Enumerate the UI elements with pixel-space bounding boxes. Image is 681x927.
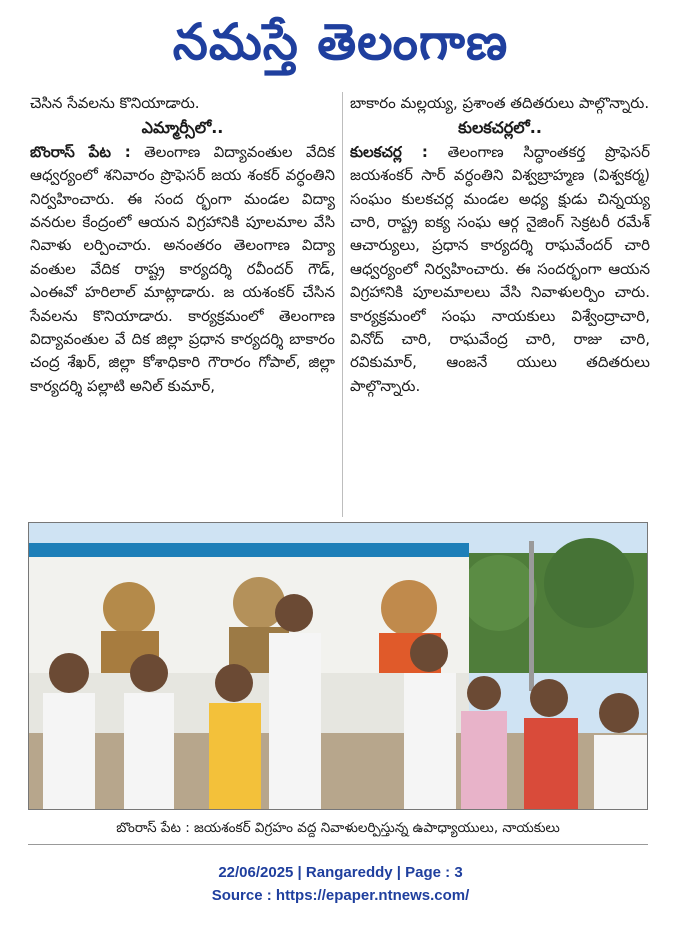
right-body-paragraph — [350, 141, 650, 398]
left-intro-text: చెసిన సేవలను కొనియాడారు. — [30, 94, 200, 112]
section-heading-mrc: ఎమ్మార్సీలో.. — [141, 118, 224, 138]
newspaper-masthead — [0, 4, 681, 80]
right-intro-text: బాకారం మల్లయ్య, ప్రశాంత తదితరులు పాల్గొన్నారు. — [350, 94, 650, 112]
left-body-paragraph — [30, 141, 335, 398]
news-photo — [28, 522, 648, 810]
section-heading-kulkacharla: కులకచర్లలో.. — [458, 118, 542, 138]
dateline-bomraspet: బొంరాస్ పేట : — [30, 142, 131, 161]
masthead-title: నమస్తే తెలంగాణ — [172, 12, 509, 71]
column-divider — [342, 92, 343, 517]
right-body-text: తెలంగాణ సిద్ధాంతకర్త ప్రొఫెసర్ జయశంకర్ సార్ వర్ధంతిని విశ్వబ్రాహ్మణ (విశ్వకర్మ) సంఘం కులకచర్ల మండల అధ్య క్షుడు చిన్నయ్య చారి, రాష్ట్ర ఐక్య సంఘ ఆర్గ నైజింగ్ సెక్రటరీ రమేశ్ ఆచార్యులు, ప్రధాన కార్యదర్శి రాఘవేందర్ చారి ఆధ్వర్యంలో నిర్వహించారు. ఈ సందర్భంగా ఆయన విగ్రహానికి పూలమాలలు వేసి నివాళులర్పిం చారు. కార్యక్రమంలో సంఘ నాయకులు విశ్వేంద్రాచారి, వినోద్ చారి, రాఘవేంద్ర చారి, రాజు చారి, రవికుమార్, ఆంజనే యులు తదితరులు పాల్గొన్నారు. — [350, 142, 650, 395]
footer-edition-info: 22/06/2025 | Rangareddy | Page : 3 — [218, 864, 463, 881]
dateline-kulkacharla: కులకచర్ల : — [350, 142, 428, 161]
footer-source: Source : https://epaper.ntnews.com/ — [211, 887, 470, 904]
photo-illustration — [29, 523, 647, 809]
left-body-text: తెలంగాణ విద్యావంతుల వేదిక ఆధ్వర్యంలో శనివారం ప్రొఫెసర్ జయ శంకర్ వర్ధంతిని నిర్వహించారు. ఈ సంద ర్భంగా మండల విద్యా వనరుల కేంద్రంలో ఆయన విగ్రహానికి పూలమాల వేసి నివాళు లర్పించారు. అనంతరం తెలంగాణ విద్యా వంతుల వేదిక రాష్ట్ర కార్యదర్శి రవీందర్ గౌడ్, ఎంఈవో హరిలాల్ మాట్లాడారు. జ యశంకర్ చేసిన సేవలను కొనియాడారు. కార్యక్రమంలో తెలంగాణ విద్యావంతుల వే దిక జిల్లా ప్రధాన కార్యదర్శి బాకారం చంద్ర శేఖర్, జిల్లా కోశాధికారి గౌరారం గోపాల్, జిల్లా కార్యదర్శి పల్లాటి అనిల్ కుమార్, — [30, 142, 335, 395]
article-column-left — [30, 92, 335, 398]
photo-caption: బొంరాస్ పేట : జయశంకర్ విగ్రహం వద్ద నివాళులర్పిస్తున్న ఉపాధ్యాయులు, నాయకులు — [28, 812, 648, 845]
article-column-right — [350, 92, 650, 398]
